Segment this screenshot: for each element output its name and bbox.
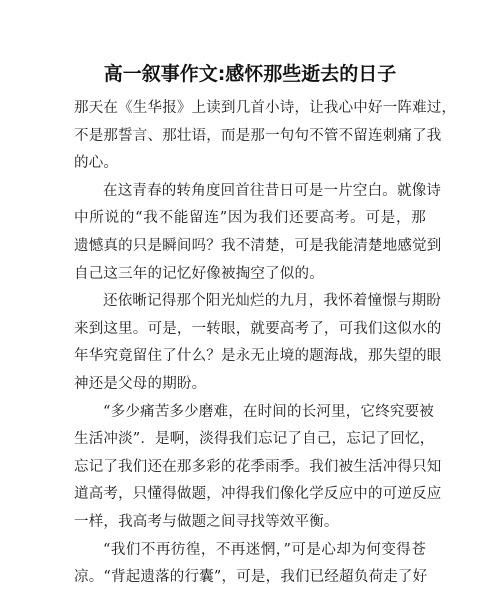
paragraph-2 [74,178,442,288]
text-line: 神还是父母的期盼。 [74,375,207,392]
paragraph-4 [74,399,442,537]
document-title: 高一叙事作文:感怀那些逝去的日子 [103,63,397,85]
text-line: 还依晰记得那个阳光灿烂的九月，我怀着憧憬与期盼 [103,293,442,310]
paragraph-3 [74,288,442,398]
text-line: 年华究竟留住了什么？是永无止境的题海战，那失望的眼 [74,348,442,365]
text-line: 一样，我高考与做题之间寻找等效平衡。 [74,513,339,530]
text-line: 那天在《生华报》上读到几首小诗，让我心中好一阵难过， [74,100,457,116]
paragraph-1 [74,95,457,178]
text-line: 自己这三年的记忆好像被掏空了似的。 [74,265,324,282]
text-line: “我们不再彷徨，不再迷惘，”可是心却为何变得苍 [103,541,426,558]
text-line: “多少痛苦多少磨难，在时间的长河里，它终究要被 [103,403,435,420]
text-line: 来到这里。可是，一转眼，就要高考了，可我们这似水的 [74,320,442,337]
paragraph-5 [74,537,426,592]
text-line: 中所说的“我不能留连”因为我们还要高考。可是，那 [74,210,426,227]
text-line: 忘记了我们还在那多彩的花季雨季。我们被生活冲得只知 [74,458,442,475]
text-line: 不是那誓言、那壮语，而是那一句句不管不留连刺痛了我 [74,127,442,144]
document-body [74,95,457,592]
text-line: 在这青春的转角度回首往昔日可是一片空白。就像诗 [103,182,442,199]
text-line: 凉。“背起遗落的行囊”，可是，我们已经超负荷走了好 [74,569,428,586]
text-line: 的心。 [74,155,119,172]
text-line: 道高考，只懂得做题，冲得我们像化学反应中的可逆反应 [74,486,442,503]
text-line: 遗憾真的只是瞬间吗？我不清楚，可是我能清楚地感觉到 [74,237,442,254]
text-line: 生活冲淡”．是啊，淡得我们忘记了自己，忘记了回忆， [74,431,435,448]
